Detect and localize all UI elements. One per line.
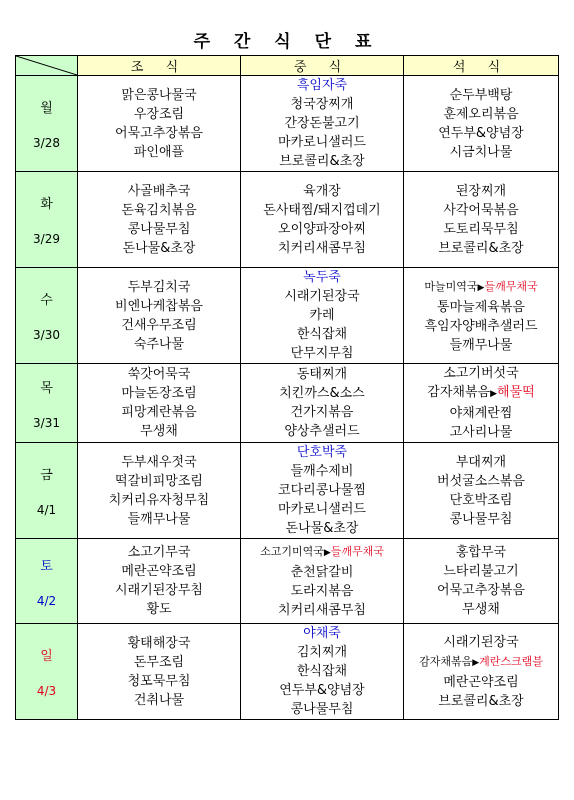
weekly-menu-table [15, 55, 559, 720]
menu-item [241, 700, 403, 719]
header-row [16, 56, 559, 76]
menu-item [241, 462, 403, 481]
menu-item [404, 600, 558, 619]
menu-item [404, 317, 558, 336]
menu-item [241, 239, 403, 258]
menu-item-text: 도라지볶음 [290, 584, 354, 599]
menu-item [78, 143, 240, 162]
menu-item-text: 느타리불고기 [443, 564, 519, 579]
menu-item-text: 치커리유자청무침 [108, 492, 210, 508]
menu-item-text: 고사리나물 [449, 425, 513, 440]
menu-item-text: 단호박죽 [296, 445, 348, 460]
menu-item [404, 692, 558, 711]
menu-item-text: 콩나물무침 [127, 221, 191, 237]
menu-item [404, 201, 558, 220]
menu-item [78, 634, 240, 653]
menu-item [78, 220, 240, 239]
menu-item [241, 76, 403, 95]
menu-item-text: 브로콜리&초장 [438, 240, 524, 256]
menu-item-text: 감자채볶음 [419, 654, 473, 668]
lunch-cell [241, 364, 404, 443]
menu-item [241, 601, 403, 620]
day-date: 3/30 [33, 328, 60, 342]
corner-cell [16, 56, 78, 76]
diagonal-line [16, 56, 77, 75]
menu-item-text: 브로콜리&초장 [438, 693, 524, 709]
replace-arrow-icon: ▶ [477, 282, 485, 293]
day-row [16, 364, 559, 443]
menu-item-text: 한식잡채 [296, 664, 348, 679]
menu-item [241, 268, 403, 287]
lunch-cell [241, 172, 404, 268]
replacement-item-text: 계란스크램블 [479, 654, 543, 668]
menu-item-text: 소고기무국 [127, 545, 191, 560]
column-header-lunch: 중 식 [241, 56, 404, 76]
day-row [16, 268, 559, 364]
menu-item-text: 돈나물&초장 [122, 240, 196, 256]
breakfast-cell [78, 539, 241, 624]
day-name: 토 [40, 558, 53, 574]
menu-item-text: 훈제오리볶음 [443, 106, 519, 122]
day-row [16, 539, 559, 624]
day-cell [16, 443, 78, 539]
menu-item-text: 콩나물무침 [290, 702, 354, 717]
menu-item [241, 152, 403, 171]
menu-item-text: 건가지볶음 [290, 405, 354, 420]
menu-item [78, 653, 240, 672]
day-cell [16, 364, 78, 443]
menu-item [241, 662, 403, 681]
menu-item [404, 383, 558, 404]
menu-item [404, 543, 558, 562]
menu-item-text: 들깨수제비 [290, 464, 354, 479]
menu-item-text: 춘천닭갈비 [290, 565, 354, 580]
menu-item-text: 사각어묵볶음 [443, 202, 519, 218]
menu-item-text: 건취나물 [133, 692, 185, 708]
menu-item-text: 시금치나물 [449, 144, 513, 160]
menu-item-text: 황태해장국 [127, 635, 191, 651]
menu-item-text: 무생채 [462, 602, 500, 617]
menu-item-text: 돈나물&초장 [285, 521, 359, 536]
menu-item [241, 325, 403, 344]
menu-item-text: 소고기미역국 [260, 545, 324, 558]
menu-item [241, 287, 403, 306]
menu-item [78, 297, 240, 316]
menu-item [78, 335, 240, 354]
menu-item-text: 메란곤약조림 [443, 674, 519, 690]
menu-item-text: 흑임자죽 [296, 78, 348, 93]
menu-item-text: 마늘돈장조림 [121, 386, 197, 401]
menu-item-text: 김치찌개 [296, 645, 348, 660]
menu-item [404, 581, 558, 600]
menu-item-text: 단무지무침 [290, 346, 354, 361]
menu-item-text: 녹두죽 [303, 270, 341, 285]
menu-item-text: 쑥갓어묵국 [127, 367, 191, 382]
menu-item-text: 단호박조림 [449, 492, 513, 508]
menu-body [16, 76, 559, 720]
day-date: 4/2 [36, 593, 57, 608]
dinner-cell [404, 624, 559, 720]
menu-item [78, 403, 240, 422]
menu-item [78, 384, 240, 403]
menu-item-text: 들깨무나물 [449, 337, 513, 353]
day-date: 3/31 [33, 415, 60, 430]
menu-item [404, 673, 558, 692]
menu-item-text: 흑임자양배추샐러드 [424, 318, 538, 334]
menu-item [404, 220, 558, 239]
menu-item-text: 동태찌개 [296, 367, 348, 382]
menu-item-text: 코다리콩나물찜 [278, 483, 366, 498]
day-name: 일 [40, 649, 53, 664]
replace-arrow-icon: ▶ [323, 548, 331, 558]
menu-item [404, 143, 558, 162]
menu-item [241, 306, 403, 325]
menu-item-text: 떡갈비피망조림 [115, 473, 203, 489]
menu-item-text: 들깨무나물 [127, 511, 191, 527]
menu-item-text: 카레 [309, 308, 335, 323]
page-title: 주 간 식 단 표 [193, 32, 381, 52]
replacement-item-text: 들깨무채국 [330, 545, 384, 558]
menu-item-text: 숙주나물 [133, 336, 185, 352]
menu-item-text: 청국장찌개 [290, 97, 354, 112]
menu-item [78, 510, 240, 529]
menu-item [241, 481, 403, 500]
menu-item [78, 316, 240, 335]
day-date: 3/28 [33, 136, 60, 150]
day-row [16, 172, 559, 268]
menu-item [404, 336, 558, 355]
day-name: 목 [40, 380, 53, 396]
menu-item [404, 86, 558, 105]
lunch-cell [241, 443, 404, 539]
menu-item-text: 소고기버섯국 [443, 366, 519, 381]
lunch-cell [241, 76, 404, 172]
menu-item-text: 브로콜리&초장 [279, 154, 365, 169]
menu-item-text: 된장찌개 [455, 183, 507, 199]
menu-item [78, 124, 240, 143]
menu-item-text: 돈사태찜/돼지껍데기 [263, 202, 381, 218]
lunch-cell [241, 268, 404, 364]
menu-item [78, 365, 240, 384]
menu-item [241, 582, 403, 601]
menu-item [241, 365, 403, 384]
menu-item-text: 시래기된장국 [284, 289, 360, 304]
menu-item-text: 시래기된장국 [443, 634, 519, 650]
menu-item-text: 돈육김치볶음 [121, 202, 197, 218]
day-cell [16, 76, 78, 172]
menu-item [241, 344, 403, 363]
menu-item [404, 239, 558, 258]
menu-item-text: 마카로니샐러드 [278, 502, 366, 517]
menu-item-text: 메란곤약조림 [121, 564, 197, 579]
menu-item [241, 624, 403, 643]
menu-item [241, 443, 403, 462]
lunch-cell [241, 624, 404, 720]
menu-item [404, 453, 558, 472]
menu-item [78, 182, 240, 201]
menu-item-text: 간장돈불고기 [284, 116, 360, 131]
menu-item-text: 치커리새콤무침 [278, 603, 366, 618]
menu-item-text: 돈무조림 [133, 654, 185, 670]
column-header-dinner: 석 식 [404, 56, 559, 76]
day-date: 4/3 [36, 684, 57, 698]
menu-item [241, 201, 403, 220]
dinner-cell [404, 539, 559, 624]
day-name: 금 [40, 468, 53, 483]
menu-item [78, 105, 240, 124]
menu-item [404, 364, 558, 383]
menu-item [78, 278, 240, 297]
menu-item [78, 672, 240, 691]
day-date: 3/29 [33, 232, 60, 246]
menu-item [78, 472, 240, 491]
menu-item-text: 어묵고추장볶음 [115, 125, 203, 141]
replace-arrow-icon: ▶ [472, 657, 480, 668]
menu-item-text: 연두부&양념장 [279, 683, 365, 698]
menu-item-text: 홍합무국 [455, 545, 507, 560]
menu-item [241, 95, 403, 114]
dinner-cell [404, 443, 559, 539]
menu-item [78, 691, 240, 710]
menu-item [241, 519, 403, 538]
menu-item-text: 연두부&양념장 [438, 125, 524, 141]
menu-item-text: 양상추샐러드 [284, 424, 360, 439]
day-cell [16, 624, 78, 720]
menu-item-text: 마카로니샐러드 [278, 135, 366, 150]
breakfast-cell [78, 624, 241, 720]
menu-item-text: 황도 [146, 602, 172, 617]
menu-item [404, 182, 558, 201]
menu-item [78, 581, 240, 600]
menu-item-text: 한식잡채 [296, 327, 348, 342]
menu-item-text: 야채죽 [303, 626, 341, 641]
replacement-item-text: 들깨무채국 [484, 279, 538, 293]
day-cell [16, 172, 78, 268]
menu-item [241, 643, 403, 662]
menu-item-text: 시래기된장무침 [115, 583, 203, 598]
menu-item [241, 133, 403, 152]
menu-item-text: 버섯굴소스볶음 [437, 473, 525, 489]
menu-item [404, 491, 558, 510]
menu-item [241, 182, 403, 201]
menu-item-text: 통마늘제육볶음 [437, 299, 525, 315]
menu-item [404, 105, 558, 124]
day-row [16, 76, 559, 172]
menu-item [404, 633, 558, 652]
day-cell [16, 268, 78, 364]
menu-item [241, 542, 403, 563]
breakfast-cell [78, 364, 241, 443]
dinner-cell [404, 268, 559, 364]
dinner-cell [404, 364, 559, 443]
menu-item [78, 543, 240, 562]
dinner-cell [404, 76, 559, 172]
lunch-cell [241, 539, 404, 624]
menu-item [241, 384, 403, 403]
day-row [16, 624, 559, 720]
menu-item-text: 무생채 [140, 424, 178, 439]
breakfast-cell [78, 443, 241, 539]
menu-item [404, 124, 558, 143]
menu-item-text: 피망계란볶음 [121, 405, 197, 420]
menu-item [78, 600, 240, 619]
menu-item-text: 사골배추국 [127, 183, 191, 199]
menu-item-text: 두부새우젓국 [121, 454, 197, 470]
menu-item-text: 도토리묵무침 [443, 221, 519, 237]
menu-item [404, 472, 558, 491]
menu-item [404, 423, 558, 442]
menu-item-text: 두부김치국 [127, 279, 191, 295]
menu-item-text: 콩나물무침 [449, 511, 513, 527]
day-cell [16, 539, 78, 624]
menu-item [241, 563, 403, 582]
day-name: 월 [40, 101, 53, 116]
menu-item [78, 201, 240, 220]
menu-item-text: 우장조림 [133, 106, 185, 122]
menu-item [404, 404, 558, 423]
menu-item-text: 건새우무조림 [121, 317, 197, 333]
menu-item-text: 오이양파장아찌 [278, 221, 366, 237]
menu-item-text: 맑은콩나물국 [121, 87, 197, 103]
menu-item [78, 239, 240, 258]
replace-arrow-icon: ▶ [490, 389, 498, 399]
menu-item [241, 403, 403, 422]
menu-item-text: 감자채볶음 [427, 385, 491, 400]
menu-item-text: 야채계란찜 [449, 406, 513, 421]
menu-item-text: 육개장 [303, 183, 341, 199]
menu-item [78, 422, 240, 441]
menu-item [404, 510, 558, 529]
menu-item [241, 114, 403, 133]
menu-item [78, 562, 240, 581]
day-name: 화 [40, 197, 53, 212]
menu-item [78, 453, 240, 472]
menu-item-text: 순두부백탕 [449, 87, 513, 103]
menu-item [404, 298, 558, 317]
menu-item-text: 비엔나케찹볶음 [115, 298, 203, 314]
menu-item [404, 277, 558, 298]
menu-item [241, 220, 403, 239]
column-header-breakfast: 조 식 [78, 56, 241, 76]
menu-item-text: 청포묵무침 [127, 673, 191, 689]
menu-item [241, 422, 403, 441]
menu-item [241, 500, 403, 519]
menu-item [404, 652, 558, 673]
breakfast-cell [78, 76, 241, 172]
menu-item [78, 491, 240, 510]
breakfast-cell [78, 172, 241, 268]
menu-item [78, 86, 240, 105]
menu-item-text: 치커리새콤무침 [278, 240, 366, 256]
menu-item-text: 어묵고추장볶음 [437, 583, 525, 598]
breakfast-cell [78, 268, 241, 364]
menu-item-text: 치킨까스&소스 [279, 386, 365, 401]
menu-item-text: 파인애플 [133, 144, 185, 160]
menu-item-text: 마늘미역국 [424, 279, 478, 293]
dinner-cell [404, 172, 559, 268]
menu-item [241, 681, 403, 700]
day-date: 4/1 [36, 503, 57, 517]
menu-item-text: 부대찌개 [455, 454, 507, 470]
replacement-item-text: 해물떡 [497, 385, 535, 400]
menu-item [404, 562, 558, 581]
day-row [16, 443, 559, 539]
day-name: 수 [40, 293, 53, 308]
